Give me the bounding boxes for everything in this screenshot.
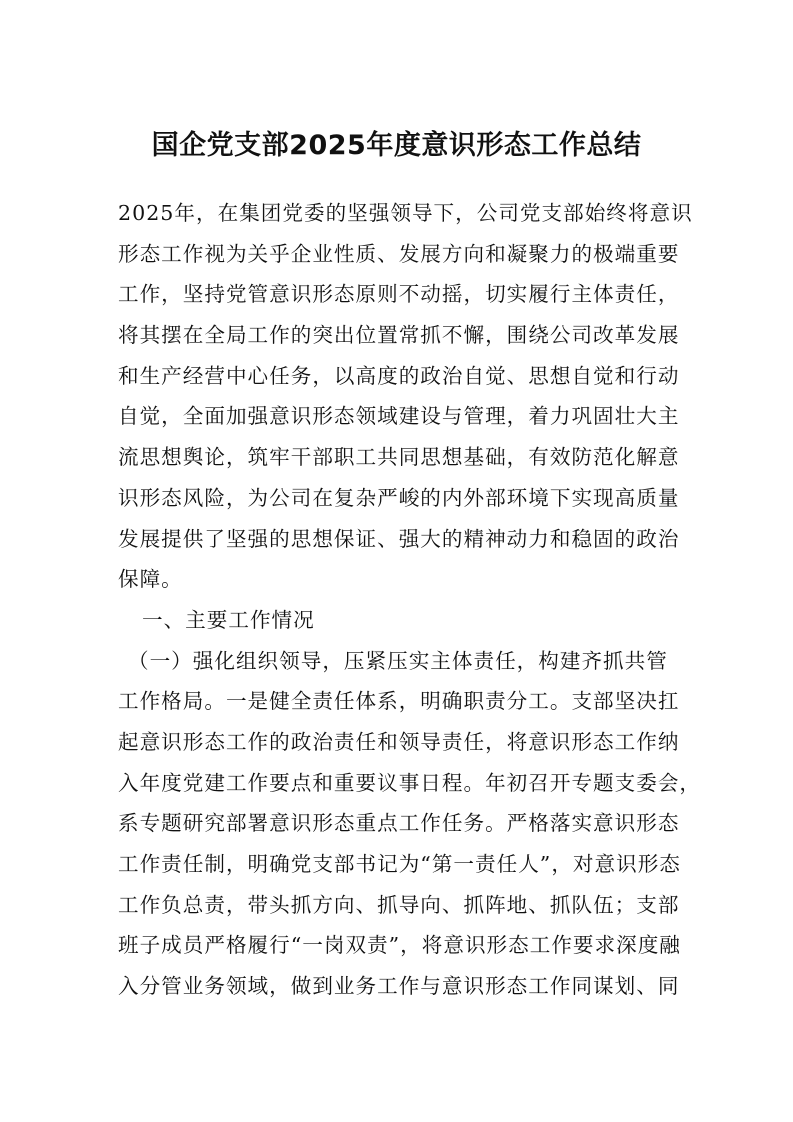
document-body [118,193,702,1007]
body-line: 入分管业务领域，做到业务工作与意识形态工作同谋划、同 [118,974,680,999]
body-line: 工作，坚持党管意识形态原则不动摇，切实履行主体责任， [118,282,680,307]
body-line: 保障。 [118,567,183,592]
body-line: 识形态风险，为公司在复杂严峻的内外部环境下实现高质量 [118,485,680,510]
body-line: 自觉，全面加强意识形态领域建设与管理，着力巩固壮大主 [118,404,680,429]
body-line: 班子成员严格履行“一岗双责”，将意识形态工作要求深度融 [118,933,681,958]
body-line: 和生产经营中心任务，以高度的政治自觉、思想自觉和行动 [118,363,680,388]
section-heading: 一、主要工作情况 [142,607,315,632]
body-line: 发展提供了坚强的思想保证、强大的精神动力和稳固的政治 [118,526,680,551]
body-line: 系专题研究部署意识形态重点工作任务。严格落实意识形态 [118,811,680,836]
subsection-heading: （一）强化组织领导，压紧压实主体责任，构建齐抓共管 [128,648,668,673]
body-line: 将其摆在全局工作的突出位置常抓不懈，围绕公司改革发展 [118,323,680,348]
body-line: 工作责任制，明确党支部书记为“第一责任人”，对意识形态 [118,852,681,876]
body-line: 工作负总责，带头抓方向、抓导向、抓阵地、抓队伍；支部 [118,892,680,917]
document-title: 国企党支部2025年度意识形态工作总结 [151,130,642,161]
body-line: 2025年，在集团党委的坚强领导下，公司党支部始终将意识 [118,201,693,225]
body-line: 起意识形态工作的政治责任和领导责任，将意识形态工作纳 [118,729,680,754]
body-line: 入年度党建工作要点和重要议事日程。年初召开专题支委会， [118,770,702,795]
body-line: 工作格局。一是健全责任体系，明确职责分工。支部坚决扛 [118,689,680,714]
body-line: 流思想舆论，筑牢干部职工共同思想基础，有效防范化解意 [118,445,680,470]
body-line: 形态工作视为关乎企业性质、发展方向和凝聚力的极端重要 [118,241,680,266]
